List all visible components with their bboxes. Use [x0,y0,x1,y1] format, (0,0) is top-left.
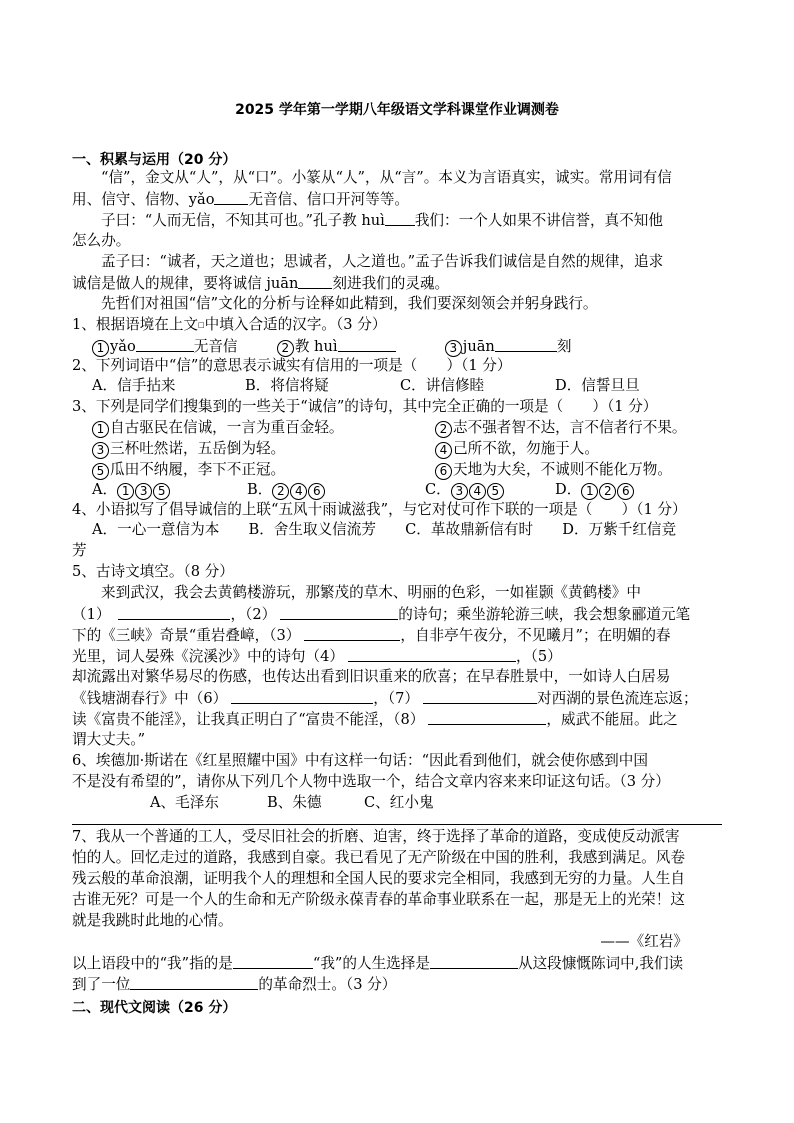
circled-three-icon: 3 [445,340,462,357]
q1-blank-3[interactable] [495,336,557,352]
q7-line-2: 怕的人。回忆走过的道路，我感到自豪。我已看见了无产阶级在中国的胜利，我感到满足。风卷 [72,849,685,866]
q7-blank-3[interactable] [130,974,258,990]
q3-option-c[interactable]: C． 3 4 5 [425,480,555,500]
circled-number-icon: 4 [290,483,307,500]
q3-option-d[interactable]: D． 1 2 6 [555,481,635,498]
circled-number-icon: 1 [92,421,109,438]
circled-number-icon: 3 [135,483,152,500]
answer-line[interactable] [72,824,722,825]
q5-line-1: 来到武汉，我会去黄鹤楼游玩，那繁茂的草木、明丽的色彩，一如崔颢《黄鹤楼》中 [101,584,641,601]
q4-options-tail: 芳 [72,542,87,559]
circled-number-icon: 6 [435,463,452,480]
q6-option-c[interactable]: C、红小鬼 [364,794,434,811]
q7-line-1: 7、我从一个普通的工人，受尽旧社会的折磨、迫害，终于选择了革命的道路，变成使反动派害 [72,828,680,845]
circled-number-icon: 3 [92,442,109,459]
circled-number-icon: 6 [308,483,325,500]
q5-line-3: 下的《三峡》奇景“重岩叠嶂，（3） ，自非亭午夜分，不见曦月”；在明媚的春 [72,627,671,644]
q2-option-b[interactable]: B．将信将疑 [245,377,329,394]
q2-option-c[interactable]: C．讲信修睦 [400,377,485,394]
q7-ask-line-2: 到了一位 的革命烈士。（3 分） [72,976,397,993]
q6-line-2: 不是没有希望的”，请你从下列几个人物中选取一个，结合文章内容来来印证这句话。（3 分） [72,773,670,790]
circled-number-icon: 4 [469,483,486,500]
q2-option-a[interactable]: A．信手拈来 [92,377,176,394]
q3-row-3: 5 瓜田不纳履，李下不正冠。 6 天地为大矣，不诚则不能化万物。 [92,460,742,480]
q1-blank-1[interactable] [136,336,194,352]
circled-number-icon: 5 [92,463,109,480]
q7-line-3: 残云般的革命浪潮，证明我个人的理想和全国人民的要求完全相同，我感到无穷的力量。人生自 [72,870,685,887]
q7-line-5: 就是我跳时此地的心情。 [72,912,233,929]
q3-options [92,480,742,500]
circled-number-icon: 5 [487,483,504,500]
poem-blank-1[interactable] [118,604,230,620]
q5-stem: 5、古诗文填空。（8 分） [72,563,234,580]
blank-juan[interactable] [298,273,332,289]
q5-line-8: 谓大丈夫。” [72,731,146,748]
q7-line-4: 古谁无死？可是一个人的生命和无产阶级永葆青春的革命事业联系在一起，那是无上的光荣！这 [72,891,685,908]
q4-options[interactable]: A．一心一意信为本 B．舍生取义信流芳 C．革故鼎新信有时 D．万紫千红信竞 [92,521,677,538]
q1-stem: 1、根据语境在上文□中填入合适的汉字。（3 分） [72,316,387,333]
section1-heading: 一、积累与运用（20 分） [72,152,237,168]
q2-option-d[interactable]: D．信誓旦旦 [555,377,640,394]
q2-stem: 2、下列词语中“信”的意思表示诚实有信用的一项是（ ）（1 分） [72,357,512,374]
circled-number-icon: 2 [599,483,616,500]
q7-source: ——《红岩》 [600,933,688,950]
intro-line-3: 子曰：“人而无信，不知其可也。”孔子教 huì 我们：一个人如果不讲信誉，真不知他 [101,212,663,229]
poem-blank-3[interactable] [304,625,400,641]
intro-line-1: “信”，金文从“人”，从“口”。小篆从“人”，从“言”。本义为言语真实，诚实。常用词有信 [101,169,672,186]
section2-heading: 二、现代文阅读（26 分） [72,1000,237,1016]
circled-number-icon: 3 [451,483,468,500]
blank-hui[interactable] [385,210,415,226]
q7-blank-1[interactable] [233,953,313,969]
q3-option-b[interactable]: B． 2 4 6 [247,480,425,500]
circled-number-icon: 1 [117,483,134,500]
q7-blank-2[interactable] [430,953,518,969]
intro-line-4: 怎么办。 [72,232,131,249]
circled-number-icon: 1 [581,483,598,500]
q6-options [150,793,794,813]
intro-line-6: 诚信是做人的规律，要将诚信 juān 刻进我们的灵魂。 [72,275,450,292]
q5-line-7: 读《富贵不能淫》，让我真正明白了“富贵不能淫，（8） ，威武不能屈。此之 [72,711,678,728]
intro-line-2: 用、信守、信物、yǎo 无音信、信口开河等等。 [72,191,410,208]
q3-stem: 3、下列是同学们搜集到的一些关于“诚信”的诗句，其中完全正确的一项是（ ）（1 分） [72,398,658,415]
q6-option-b[interactable]: B、朱德 [267,794,322,811]
q6-option-a[interactable]: A、毛泽东 [150,794,219,811]
poem-blank-7[interactable] [423,688,537,704]
poem-blank-4[interactable] [348,646,516,662]
q1-items: 1 yǎo 无音信 2 教 huì 3 juān 刻 [92,336,742,357]
poem-blank-2[interactable] [280,604,398,620]
poem-blank-8[interactable] [428,709,546,725]
q5-line-2: （1） ，（2） 的诗句；乘坐游轮游三峡，我会想象郦道元笔 [72,606,691,623]
intro-line-7: 先哲们对祖国“信”文化的分析与诠释如此精到，我们要深刻领会并躬身践行。 [101,295,598,312]
intro-line-5: 孟子曰：“诚者，天之道也；思诚者，人之道也。”孟子告诉我们诚信是自然的规律，追求 [101,253,664,270]
q5-line-6: 《钱塘湖春行》中（6） ，（7） 对西湖的景色流连忘返； [72,690,698,707]
circled-number-icon: 2 [272,483,289,500]
page-title: 2025 学年第一学期八年级语文学科课堂作业调测卷 [235,102,559,118]
q3-option-a[interactable]: A． 1 3 5 [92,480,247,500]
q5-line-5: 却流露出对繁华易尽的伤感，也传达出看到旧识重来的欣喜；在早春胜景中，一如诗人白居易 [72,668,671,685]
q5-line-4: 光里，词人晏殊《浣溪沙》中的诗句（4） ，（5） [72,648,562,665]
circled-number-icon: 4 [435,442,452,459]
circled-number-icon: 2 [435,421,452,438]
circled-number-icon: 6 [617,483,634,500]
q4-stem: 4、小语拟写了倡导诚信的上联“五风十雨诚滋我”，与它对仗可作下联的一项是（ ）（1 分） [72,501,687,518]
box-marker-icon: □ [198,321,205,329]
q3-row-1: 1 自古驱民在信诚，一言为重百金轻。 2 志不强者智不达，言不信者行不果。 [92,418,742,438]
circled-two-icon: 2 [277,340,294,357]
circled-number-icon: 5 [153,483,170,500]
q7-ask-line-1: 以上语段中的“我”指的是 “我”的人生选择是 从这段慷慨陈词中,我们读 [72,955,684,972]
blank-yao[interactable] [214,189,248,205]
q3-row-2: 3 三杯吐然诺，五岳倒为轻。 4 己所不欲，勿施于人。 [92,439,742,459]
q2-options [92,376,742,396]
poem-blank-6[interactable] [231,688,373,704]
q6-line-1: 6、埃德加·斯诺在《红星照耀中国》中有这样一句话：“因此看到他们，就会使你感到中国 [72,752,648,769]
q1-blank-2[interactable] [338,336,396,352]
circled-one-icon: 1 [92,340,109,357]
